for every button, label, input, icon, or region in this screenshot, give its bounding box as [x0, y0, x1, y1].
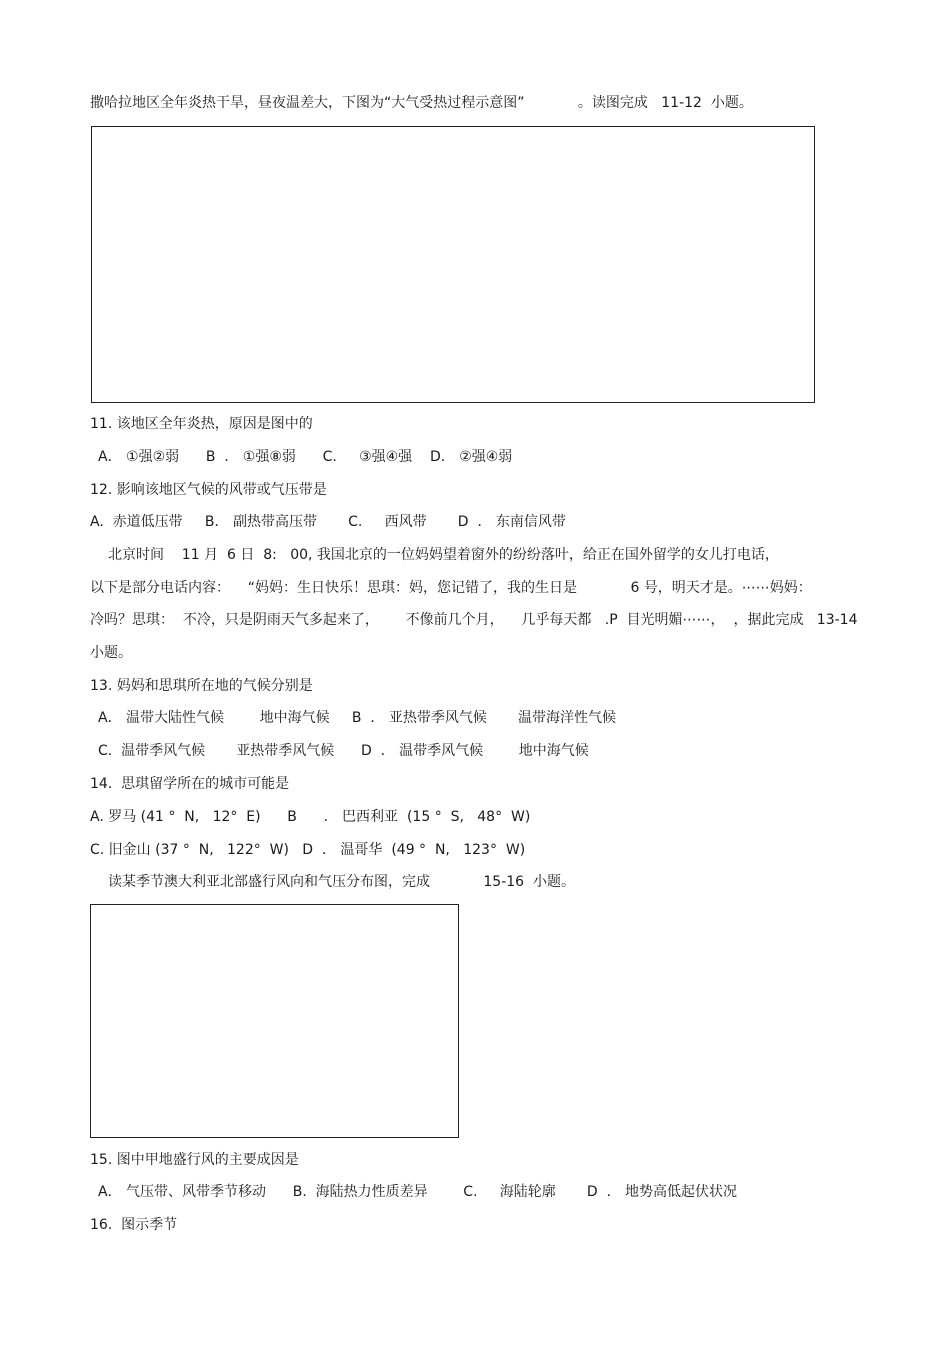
q13-stem: 13. 妈妈和思琪所在地的气候分别是 — [90, 678, 313, 694]
q13-options-1: A． 温带大陆性气候 地中海气候 B ． 亚热带季风气候 温带海洋性气候 — [98, 710, 616, 726]
q12-options: A. 赤道低压带 B． 副热带高压带 C. 西风带 D ． 东南信风带 — [90, 514, 566, 530]
q15-stem: 15. 图中甲地盛行风的主要成因是 — [90, 1152, 299, 1168]
q14-options-2: C. 旧金山 (37 ° N, 122° W) D ． 温哥华 (49 ° N, 123° W) — [90, 842, 526, 858]
intro-15-16: 读某季节澳大利亚北部盛行风向和气压分布图，完成 15-16 小题。 — [108, 874, 575, 890]
q13-options-2: C. 温带季风气候 亚热带季风气候 D ． 温带季风气候 地中海气候 — [98, 743, 589, 759]
q15-options: A． 气压带、风带季节移动 B. 海陆热力性质差异 C. 海陆轮廓 D ． 地势高低起伏状况 — [98, 1184, 738, 1200]
q11-stem: 11. 该地区全年炎热，原因是图中的 — [90, 416, 313, 432]
figure-atmosphere-heating-placeholder — [91, 126, 815, 403]
q16-stem: 16. 图示季节 — [90, 1217, 178, 1233]
figure-australia-wind-pressure-placeholder — [90, 904, 459, 1138]
q14-options-1: A. 罗马 (41 ° N, 12° E) B ． 巴西利亚 (15 ° S, 48° W) — [90, 809, 531, 825]
passage-13-14-line3: 冷吗？思琪： 不冷，只是阴雨天气多起来了， 不像前几个月， 几乎每天都 .P 目光明媚⋯⋯， ，据此完成 13-14 — [90, 612, 858, 628]
q11-options: A． ①强②弱 B ． ①强⑧弱 C. ③强④强 D． ②强④弱 — [98, 449, 513, 465]
passage-13-14-line4: 小题。 — [90, 645, 132, 661]
passage-13-14-line2: 以下是部分电话内容： “妈妈：生日快乐！思琪：妈，您记错了，我的生日是 6 号，明天才是。⋯⋯妈妈： — [90, 580, 812, 596]
q14-stem: 14. 思琪留学所在的城市可能是 — [90, 776, 290, 792]
q12-stem: 12. 影响该地区气候的风带或气压带是 — [90, 482, 327, 498]
passage-13-14-line1: 北京时间 11 月 6 日 8: 00, 我国北京的一位妈妈望着窗外的纷纷落叶，给正在国外留学的女儿打电话， — [108, 547, 779, 563]
intro-11-12: 撒哈拉地区全年炎热干旱，昼夜温差大，下图为“大气受热过程示意图” 。读图完成 11-12 小题。 — [90, 95, 753, 111]
